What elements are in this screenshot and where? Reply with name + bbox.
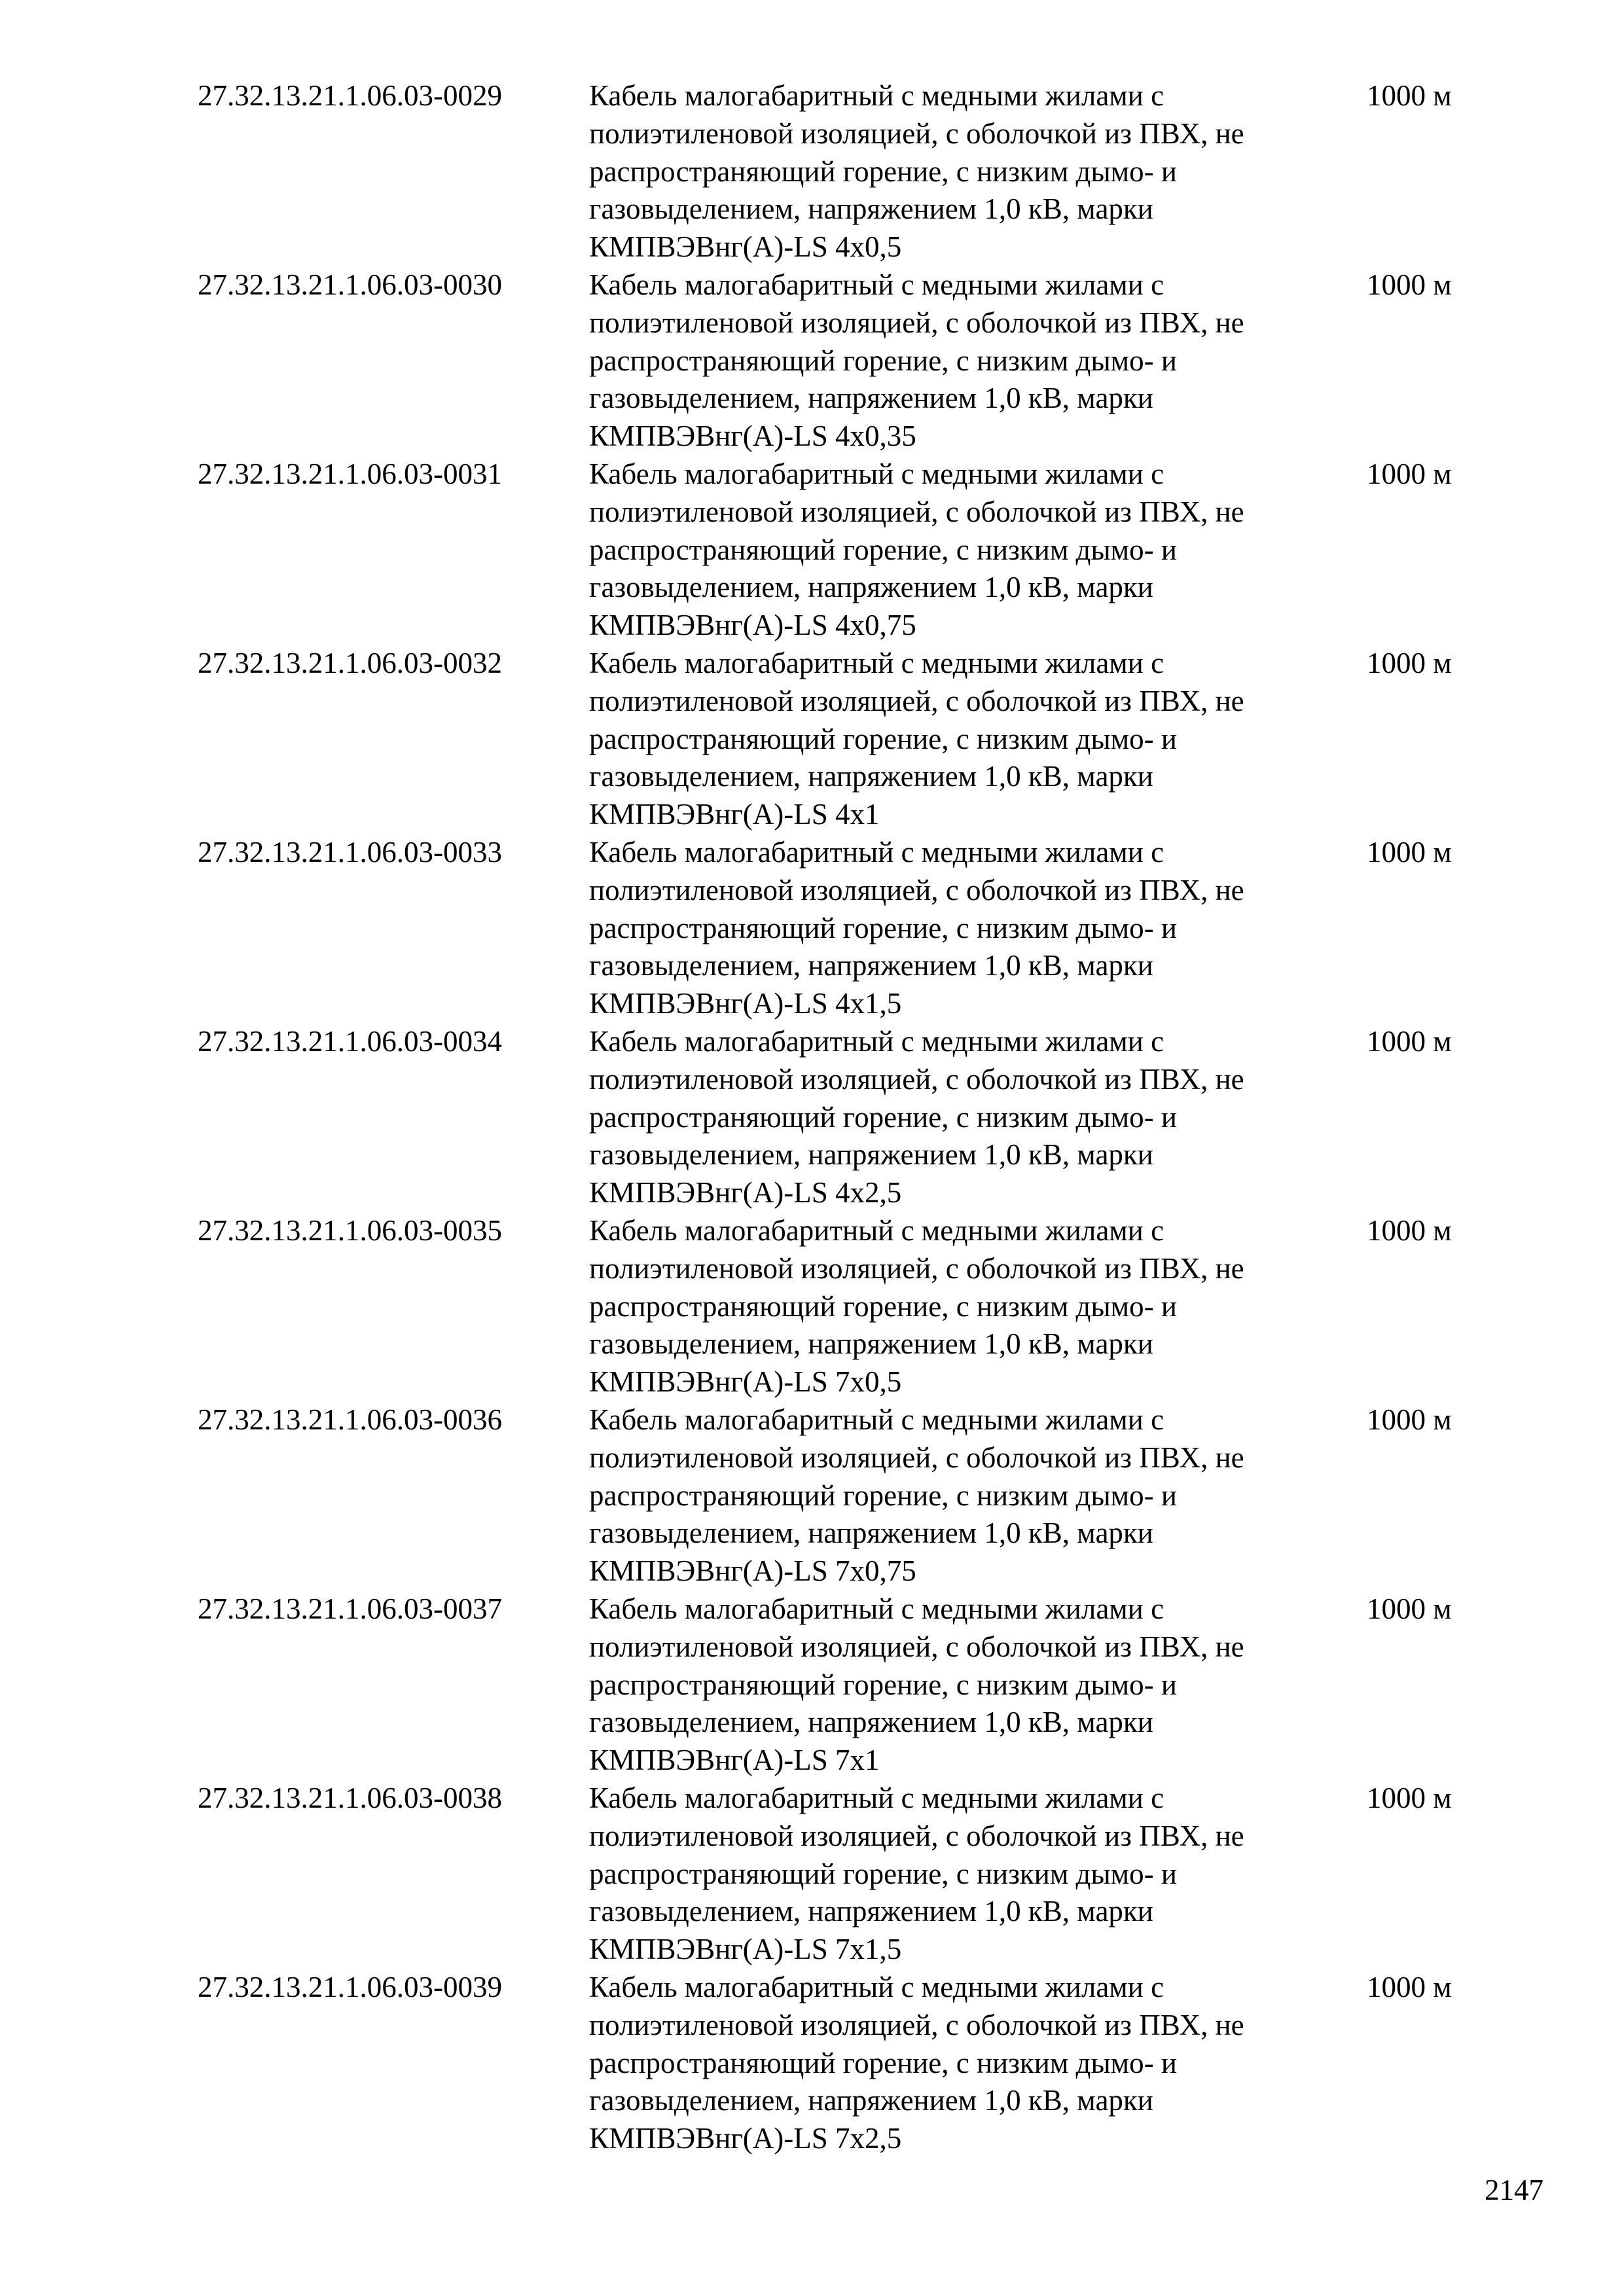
description-line: КМПВЭВнг(А)-LS 4х0,75 (589, 609, 916, 642)
description-line: КМПВЭВнг(А)-LS 4х0,35 (589, 420, 916, 453)
resource-unit: 1000 м (1367, 457, 1452, 490)
resource-code: 27.32.13.21.1.06.03-0034 (198, 1025, 502, 1058)
description-line: полиэтиленовой изоляцией, с оболочкой из ПВХ, не (589, 495, 1244, 528)
resource-code: 27.32.13.21.1.06.03-0038 (198, 1782, 502, 1814)
description-line: газовыделением, напряжением 1,0 кВ, марки (589, 949, 1153, 982)
resource-description (589, 1401, 1355, 1590)
description-line: Кабель малогабаритный с медными жилами с (589, 268, 1164, 301)
list-item (0, 834, 1624, 1023)
description-line: Кабель малогабаритный с медными жилами с (589, 1592, 1164, 1625)
description-line: полиэтиленовой изоляцией, с оболочкой из ПВХ, не (589, 684, 1244, 717)
resource-unit: 1000 м (1367, 79, 1452, 112)
description-line: КМПВЭВнг(А)-LS 4х1 (589, 798, 880, 831)
description-line: Кабель малогабаритный с медными жилами с (589, 457, 1164, 490)
description-line: газовыделением, напряжением 1,0 кВ, марки (589, 382, 1153, 415)
description-line: распространяющий горение, с низким дымо- и (589, 2046, 1177, 2079)
resource-unit: 1000 м (1367, 1214, 1452, 1247)
description-line: распространяющий горение, с низким дымо- и (589, 1668, 1177, 1701)
resource-description (589, 834, 1355, 1023)
description-line: распространяющий горение, с низким дымо- и (589, 1479, 1177, 1512)
resource-description (589, 1590, 1355, 1780)
description-line: распространяющий горение, с низким дымо- и (589, 1289, 1177, 1323)
description-line: полиэтиленовой изоляцией, с оболочкой из ПВХ, не (589, 1062, 1244, 1096)
list-item (0, 266, 1624, 456)
description-line: газовыделением, напряжением 1,0 кВ, марки (589, 192, 1153, 226)
resource-code: 27.32.13.21.1.06.03-0031 (198, 457, 502, 490)
description-line: газовыделением, напряжением 1,0 кВ, марки (589, 1706, 1153, 1739)
description-line: Кабель малогабаритный с медными жилами с (589, 836, 1164, 869)
description-line: Кабель малогабаритный с медными жилами с (589, 1782, 1164, 1814)
resource-description (589, 1969, 1355, 2158)
description-line: полиэтиленовой изоляцией, с оболочкой из ПВХ, не (589, 1251, 1244, 1285)
description-line: Кабель малогабаритный с медными жилами с (589, 1025, 1164, 1058)
list-item (0, 1590, 1624, 1780)
resource-unit: 1000 м (1367, 836, 1452, 869)
description-line: распространяющий горение, с низким дымо- и (589, 344, 1177, 377)
resource-description (589, 456, 1355, 645)
description-line: КМПВЭВнг(А)-LS 7х1 (589, 1744, 880, 1777)
description-line: полиэтиленовой изоляцией, с оболочкой из ПВХ, не (589, 1819, 1244, 1852)
description-line: газовыделением, напряжением 1,0 кВ, марки (589, 1895, 1153, 1928)
resource-description (589, 266, 1355, 456)
description-line: полиэтиленовой изоляцией, с оболочкой из ПВХ, не (589, 873, 1244, 906)
description-line: газовыделением, напряжением 1,0 кВ, марки (589, 2084, 1153, 2117)
resource-code: 27.32.13.21.1.06.03-0033 (198, 836, 502, 869)
description-line: КМПВЭВнг(А)-LS 7х0,75 (589, 1554, 916, 1588)
description-line: КМПВЭВнг(А)-LS 4х0,5 (589, 230, 902, 264)
list-item (0, 1023, 1624, 1212)
resource-unit: 1000 м (1367, 1971, 1452, 2003)
description-line: Кабель малогабаритный с медными жилами с (589, 647, 1164, 679)
resource-code: 27.32.13.21.1.06.03-0039 (198, 1971, 502, 2003)
description-line: Кабель малогабаритный с медными жилами с (589, 79, 1164, 112)
resource-unit: 1000 м (1367, 1025, 1452, 1058)
list-item (0, 1969, 1624, 2158)
page-number: 2147 (1485, 2174, 1543, 2206)
description-line: распространяющий горение, с низким дымо- и (589, 722, 1177, 755)
resource-unit: 1000 м (1367, 1592, 1452, 1625)
description-line: КМПВЭВнг(А)-LS 4х1,5 (589, 987, 902, 1020)
resource-unit: 1000 м (1367, 647, 1452, 679)
list-item (0, 1780, 1624, 1969)
description-line: КМПВЭВнг(А)-LS 7х1,5 (589, 1933, 902, 1966)
description-line: Кабель малогабаритный с медными жилами с (589, 1214, 1164, 1247)
resource-description (589, 1023, 1355, 1212)
resource-description (589, 1212, 1355, 1401)
description-line: газовыделением, напряжением 1,0 кВ, марки (589, 1138, 1153, 1172)
description-line: полиэтиленовой изоляцией, с оболочкой из ПВХ, не (589, 306, 1244, 339)
resource-code: 27.32.13.21.1.06.03-0029 (198, 79, 502, 112)
list-item (0, 1401, 1624, 1590)
description-line: полиэтиленовой изоляцией, с оболочкой из ПВХ, не (589, 1630, 1244, 1663)
description-line: Кабель малогабаритный с медными жилами с (589, 1403, 1164, 1436)
resource-code: 27.32.13.21.1.06.03-0032 (198, 647, 502, 679)
resource-description (589, 77, 1355, 266)
description-line: распространяющий горение, с низким дымо- и (589, 911, 1177, 944)
resource-unit: 1000 м (1367, 1782, 1452, 1814)
list-item (0, 456, 1624, 645)
description-line: распространяющий горение, с низким дымо- и (589, 1857, 1177, 1890)
list-item (0, 1212, 1624, 1401)
description-line: распространяющий горение, с низким дымо- и (589, 154, 1177, 188)
resource-description (589, 645, 1355, 834)
list-item (0, 77, 1624, 266)
description-line: полиэтиленовой изоляцией, с оболочкой из ПВХ, не (589, 2008, 1244, 2041)
resource-list (0, 77, 1624, 2158)
description-line: полиэтиленовой изоляцией, с оболочкой из ПВХ, не (589, 1441, 1244, 1474)
list-item (0, 645, 1624, 834)
description-line: газовыделением, напряжением 1,0 кВ, марки (589, 760, 1153, 793)
resource-description (589, 1780, 1355, 1969)
description-line: полиэтиленовой изоляцией, с оболочкой из ПВХ, не (589, 117, 1244, 150)
resource-code: 27.32.13.21.1.06.03-0035 (198, 1214, 502, 1247)
description-line: газовыделением, напряжением 1,0 кВ, марки (589, 1327, 1153, 1361)
description-line: распространяющий горение, с низким дымо- и (589, 1100, 1177, 1134)
resource-code: 27.32.13.21.1.06.03-0030 (198, 268, 502, 301)
description-line: газовыделением, напряжением 1,0 кВ, марки (589, 1516, 1153, 1550)
resource-code: 27.32.13.21.1.06.03-0037 (198, 1592, 502, 1625)
resource-unit: 1000 м (1367, 268, 1452, 301)
description-line: КМПВЭВнг(А)-LS 4х2,5 (589, 1176, 902, 1210)
description-line: газовыделением, напряжением 1,0 кВ, марки (589, 571, 1153, 604)
description-line: Кабель малогабаритный с медными жилами с (589, 1971, 1164, 2003)
resource-unit: 1000 м (1367, 1403, 1452, 1436)
description-line: КМПВЭВнг(А)-LS 7х0,5 (589, 1365, 902, 1399)
description-line: распространяющий горение, с низким дымо- и (589, 533, 1177, 566)
description-line: КМПВЭВнг(А)-LS 7х2,5 (589, 2122, 902, 2155)
resource-code: 27.32.13.21.1.06.03-0036 (198, 1403, 502, 1436)
